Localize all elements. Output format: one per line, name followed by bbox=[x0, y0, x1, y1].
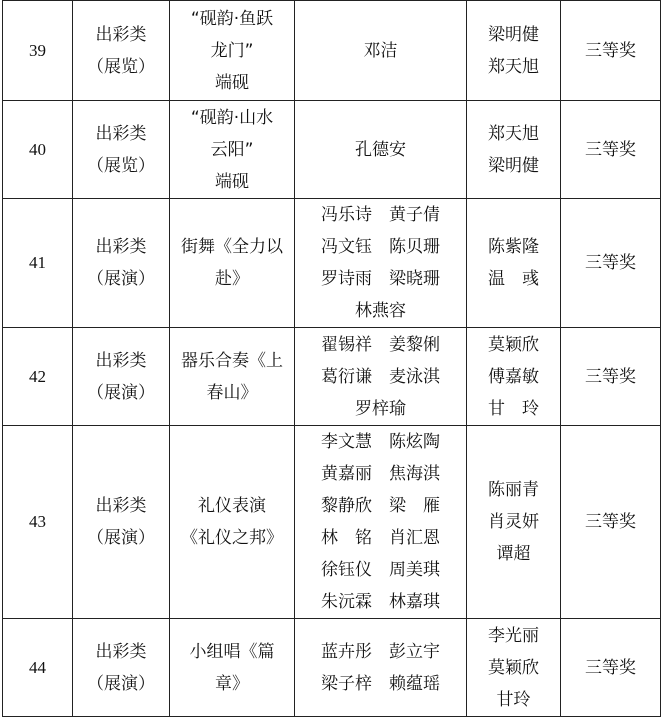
work-title-line: 《礼仪之邦》 bbox=[181, 528, 283, 548]
student-names: 林燕容 bbox=[355, 301, 406, 321]
awards-table bbox=[2, 0, 661, 717]
work-title-line: “砚韵·鱼跃 bbox=[190, 8, 274, 29]
category-line: （展览） bbox=[87, 155, 155, 176]
row-number: 41 bbox=[3, 199, 73, 328]
work-title-line: 端砚 bbox=[215, 171, 249, 192]
teacher-name: 肖灵妍 bbox=[488, 512, 539, 532]
row-number: 44 bbox=[3, 619, 73, 717]
student-names: 李文慧 陈炫陶 bbox=[321, 432, 440, 452]
table-row bbox=[3, 426, 661, 619]
award-cell: 三等奖 bbox=[561, 426, 661, 619]
student-names: 朱沅霖 林嘉琪 bbox=[321, 592, 440, 612]
category-line: 出彩类 bbox=[95, 123, 147, 144]
student-names-list bbox=[321, 199, 440, 327]
teacher-name: 莫颖欣 bbox=[488, 657, 539, 678]
row-number: 42 bbox=[3, 328, 73, 426]
category-cell bbox=[73, 1, 170, 101]
category-cell bbox=[73, 101, 170, 199]
students-cell bbox=[295, 328, 467, 426]
student-names: 冯乐诗 黄子倩 bbox=[321, 205, 440, 225]
student-names: 罗梓瑜 bbox=[355, 398, 406, 419]
teachers-cell bbox=[467, 199, 561, 328]
teacher-name: 傅嘉敏 bbox=[488, 366, 539, 387]
teacher-name: 莫颖欣 bbox=[488, 334, 539, 355]
teachers-cell bbox=[467, 101, 561, 199]
student-names: 徐钰仪 周美琪 bbox=[321, 560, 440, 580]
student-names: 黎静欣 梁 雁 bbox=[321, 496, 440, 516]
student-names: 黄嘉丽 焦海淇 bbox=[321, 464, 440, 484]
award-cell: 三等奖 bbox=[561, 101, 661, 199]
teacher-name: 温 彧 bbox=[488, 269, 539, 289]
teacher-name: 梁明健 bbox=[488, 155, 539, 176]
work-title-cell bbox=[170, 1, 295, 101]
teachers-cell bbox=[467, 619, 561, 717]
work-title-cell bbox=[170, 426, 295, 619]
category-cell bbox=[73, 328, 170, 426]
student-names-list bbox=[321, 636, 440, 700]
teacher-name: 谭超 bbox=[496, 544, 531, 564]
category-cell bbox=[73, 619, 170, 717]
work-title-cell bbox=[170, 619, 295, 717]
award-cell: 三等奖 bbox=[561, 328, 661, 426]
student-names: 林 铭 肖汇恩 bbox=[321, 528, 440, 548]
student-names: 梁子梓 赖蕴瑶 bbox=[321, 673, 440, 694]
student-names: 翟锡祥 姜黎俐 bbox=[321, 334, 440, 355]
student-names-list bbox=[321, 329, 440, 425]
category-line: （展演） bbox=[87, 673, 155, 694]
work-title-line: 街舞《全力以 bbox=[181, 237, 283, 257]
students-cell bbox=[295, 619, 467, 717]
teacher-name: 陈丽青 bbox=[488, 480, 539, 500]
table-row bbox=[3, 328, 661, 426]
table-row bbox=[3, 619, 661, 717]
category-line: 出彩类 bbox=[95, 496, 147, 516]
student-names: 邓洁 bbox=[363, 40, 398, 61]
student-names-list bbox=[321, 426, 440, 618]
work-title-line: “砚韵·山水 bbox=[190, 107, 274, 128]
category-line: 出彩类 bbox=[95, 24, 147, 45]
teacher-name: 甘 玲 bbox=[488, 398, 539, 419]
work-title-cell bbox=[170, 328, 295, 426]
teacher-name: 郑天旭 bbox=[488, 123, 539, 144]
teachers-cell bbox=[467, 1, 561, 101]
student-names: 孔德安 bbox=[355, 139, 406, 160]
work-title-line: 端砚 bbox=[215, 72, 249, 93]
category-line: （展演） bbox=[87, 269, 155, 289]
category-line: 出彩类 bbox=[95, 641, 147, 662]
teacher-name: 陈紫隆 bbox=[488, 237, 539, 257]
students-cell bbox=[295, 199, 467, 328]
row-number: 40 bbox=[3, 101, 73, 199]
work-title-line: 春山》 bbox=[206, 382, 258, 403]
row-number: 43 bbox=[3, 426, 73, 619]
award-cell: 三等奖 bbox=[561, 199, 661, 328]
teacher-name: 李光丽 bbox=[488, 625, 539, 646]
work-title-line: 龙门” bbox=[210, 40, 254, 61]
category-cell bbox=[73, 426, 170, 619]
student-names: 罗诗雨 梁晓珊 bbox=[321, 269, 440, 289]
category-line: （展演） bbox=[87, 382, 155, 403]
work-title-line: 章》 bbox=[215, 673, 249, 694]
student-names: 蓝卉彤 彭立宇 bbox=[321, 641, 440, 662]
category-line: 出彩类 bbox=[95, 237, 147, 257]
category-line: （展览） bbox=[87, 56, 155, 77]
award-cell: 三等奖 bbox=[561, 1, 661, 101]
work-title-line: 器乐合奏《上 bbox=[181, 350, 283, 371]
student-names: 葛衍谦 麦泳淇 bbox=[321, 366, 440, 387]
row-number: 39 bbox=[3, 1, 73, 101]
students-cell bbox=[295, 1, 467, 101]
work-title-line: 赴》 bbox=[215, 269, 249, 289]
student-names: 冯文钰 陈贝珊 bbox=[321, 237, 440, 257]
work-title-line: 云阳” bbox=[210, 139, 254, 160]
work-title-cell bbox=[170, 199, 295, 328]
category-line: 出彩类 bbox=[95, 350, 147, 371]
award-cell: 三等奖 bbox=[561, 619, 661, 717]
category-line: （展演） bbox=[87, 528, 155, 548]
teacher-name: 郑天旭 bbox=[488, 56, 539, 77]
students-cell bbox=[295, 426, 467, 619]
table-row bbox=[3, 101, 661, 199]
table-row bbox=[3, 1, 661, 101]
work-title-line: 小组唱《篇 bbox=[189, 641, 275, 662]
table-row bbox=[3, 199, 661, 328]
work-title-cell bbox=[170, 101, 295, 199]
work-title-line: 礼仪表演 bbox=[198, 496, 266, 516]
teachers-cell bbox=[467, 426, 561, 619]
teachers-cell bbox=[467, 328, 561, 426]
category-cell bbox=[73, 199, 170, 328]
teacher-name: 梁明健 bbox=[488, 24, 539, 45]
students-cell bbox=[295, 101, 467, 199]
teacher-name: 甘玲 bbox=[496, 689, 531, 710]
